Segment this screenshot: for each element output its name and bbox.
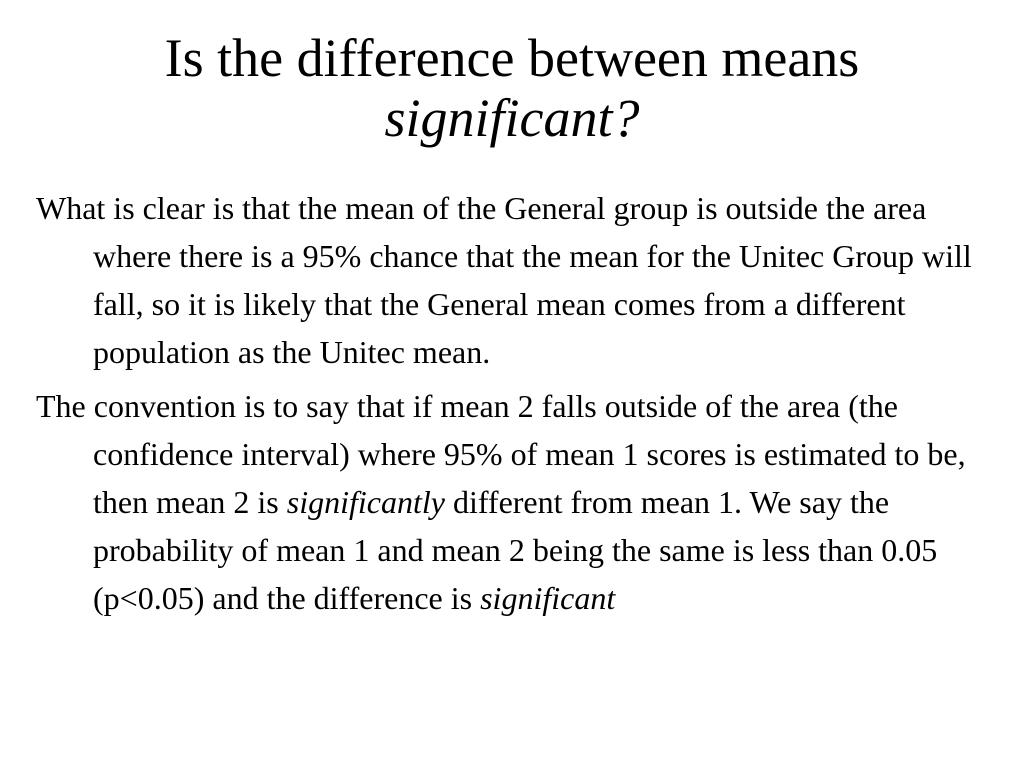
slide-title-line2: significant? xyxy=(384,88,640,148)
paragraph-2-emphasis-significant: significant xyxy=(480,580,616,616)
paragraph-2-part2: different from mean 1. We say the probability of mean 1 and mean 2 being the same is less than 0.05 (p<0.05) and the difference is xyxy=(93,484,938,616)
slide-title xyxy=(0,28,1024,148)
paragraph-2-emphasis-significantly: significantly xyxy=(286,484,445,520)
slide-body xyxy=(36,184,986,628)
paragraph-2 xyxy=(36,382,986,622)
paragraph-1: What is clear is that the mean of the General group is outside the area where there is a 95% chance that the mean for the Unitec Group will fall, so it is likely that the General mean comes from a different population as the Unitec mean. xyxy=(36,190,972,370)
paragraph-2-part1: The convention is to say that if mean 2 falls outside of the area (the confidence interval) where 95% of mean 1 scores is estimated to be, then mean 2 is xyxy=(36,388,966,520)
slide-title-line1: Is the difference between means xyxy=(164,28,860,88)
